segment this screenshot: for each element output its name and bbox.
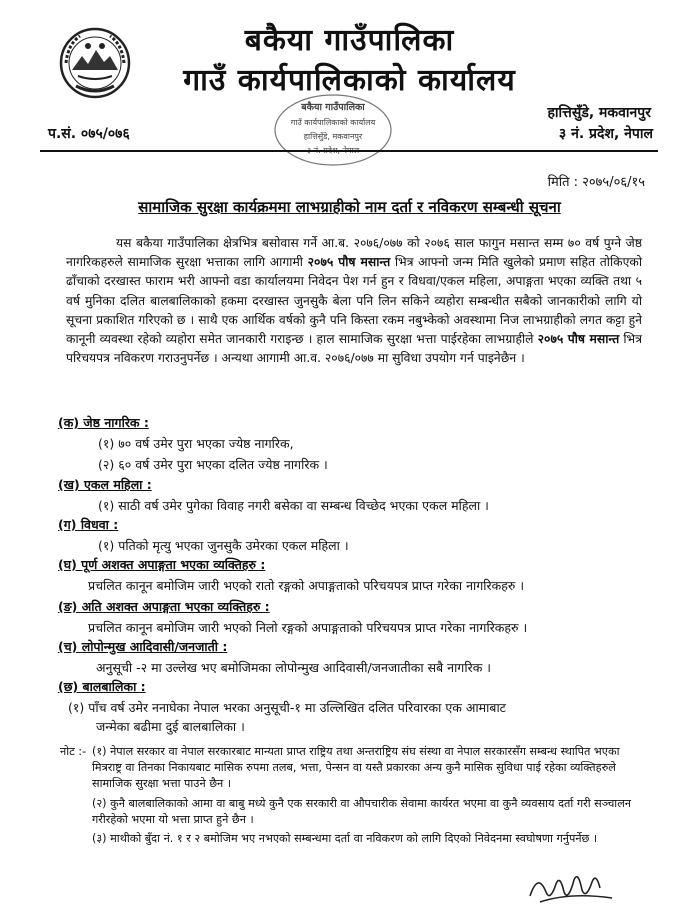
stamp-line-3: हात्तिसुँडे, मकवानपुर xyxy=(303,132,363,141)
office-title: गाउँ कार्यपालिकाको कार्यालय xyxy=(183,63,516,98)
section-heading-widow: (ग) विधवा : xyxy=(58,517,119,532)
body-text-e: भित्र परिचयपत्र नविकरण गराउनुपर्नेछ । अन्यथा आगामी आ.व. २०७६/०७७ मा सुविधा उपयोग गर्न पाइनेछैन । xyxy=(66,332,642,366)
notice-subject: सामाजिक सुरक्षा कार्यक्रममा लाभग्राहीको नाम दर्ता र नविकरण सम्बन्धी सूचना xyxy=(138,198,561,216)
section-heading-full-disability: (घ) पूर्ण अशक्त अपाङ्गता भएका व्यक्तिहरु : xyxy=(58,557,266,572)
stamp-line-2: गाउँ कार्यपालिकाको कार्यालय xyxy=(290,118,376,127)
list-item: प्रचलित कानून बमोजिम जारी भएको रातो रङ्गको अपाङ्गताको परिचयपत्र प्राप्त गरेका नागरिकहरु । xyxy=(88,578,525,593)
section-heading-single-women: (ख) एकल महिला : xyxy=(58,477,152,492)
deadline-highlight-2: २०७५ पौष मसान्त xyxy=(537,332,620,347)
note-item xyxy=(60,744,652,793)
note-text: (३) माथीको बुँदा नं. १ र २ बमोजिम भए नभएको सम्बन्धमा दर्ता वा नविकरण को लागि दिएको निवेदनमा स्वघोषणा गर्नुपर्नेछ । xyxy=(92,832,598,846)
list-item: (१) साठी वर्ष उमेर पुगेका विवाह नगरी बसेका वा सम्बन्ध विच्छेद भएका एकल महिला । xyxy=(98,498,489,513)
notice-body xyxy=(66,234,642,368)
list-item: अनुसूची -२ मा उल्लेख भए बमोजिमका लोपोन्मुख आदिवासी/जनजातीका सबै नागरिक । xyxy=(96,660,492,675)
note-item xyxy=(60,831,652,847)
section-heading-indigenous: (च) लोपोन्मुख आदिवासी/जनजाती : xyxy=(58,639,228,654)
stamp-line-4: ३ नं. प्रदेश, नेपाल xyxy=(306,146,360,155)
note-text: (१) नेपाल सरकार वा नेपाल सरकारबाट मान्यता प्राप्त राष्ट्रिय तथा अन्तराष्ट्रिय संघ संस्था वा नेपाल सरकारसँग सम्बन्ध स्थापित भएका मित्रराष्ट्र वा तिनका निकायबाट मासिक रुपमा तलब, भत्ता, पेन्सन वा यस्तै प्रकारका अन्य कुनै मासिक सुविधा पाई रहेका व्यक्तिहरुले सामाजिक सुरक्षा भत्ता पाउने छैन । xyxy=(92,745,620,791)
note-item xyxy=(60,796,652,828)
section-heading-severe-disability: (ङ) अति अशक्त अपाङ्गता भएका व्यक्तिहरु : xyxy=(58,599,270,614)
list-item: (१) ७० वर्ष उमेर पुरा भएका ज्येष्ठ नागरिक, xyxy=(98,436,294,451)
list-item: प्रचलित कानून बमोजिम जारी भएको निलो रङ्गको अपाङ्गताको परिचयपत्र प्राप्त गरेका नागरिकहरु । xyxy=(88,620,528,635)
notes-label: नोट :- xyxy=(60,745,87,758)
notes-block xyxy=(60,744,652,847)
list-item: (२) ६० वर्ष उमेर पुरा भएका दलित ज्येष्ठ नागरिक । xyxy=(98,457,328,472)
body-text-a: यस बकैया गाउँपालिका क्षेत्रभित्र बसोवास गर्ने आ.ब. २०७६/०७७ को २०७६ साल फागुन मसान्त सम्म ७० वर्ष पुग्ने जेष्ठ नागरिकहरुले सामाजिक सुरक्षा भत्ताका लागि आगामी xyxy=(66,236,642,270)
municipality-title: बकैया गाउँपालिका xyxy=(244,23,455,58)
note-text: (२) कुनै बालबालिकाको आमा वा बाबु मध्ये कुनै एक सरकारी वा औपचारीक सेवामा कार्यरत भएमा वा कुनै व्यवसाय दर्ता गरी सञ्चालन गरीरहेको भएमा यो भत्ता प्राप्त हुने छैन । xyxy=(92,796,631,826)
header-divider xyxy=(40,150,658,152)
section-heading-senior: (क) जेष्ठ नागरिक : xyxy=(58,415,149,430)
body-text-c: भित्र आफ्नो जन्म मिति खुलेको प्रमाण सहित तोकिएको ढाँचाको दरखास्त फाराम भरी आफ्नो वडा कार्यालयमा निवेदन पेश गर्न हुन र विधवा/एकल महिला, अपाङ्गता भएका व्यक्ति तथा ५ वर्ष मुनिका दलित बालबालिकाको हकमा दरखास्त जुनसुकै बेला पनि लिन सकिने व्यहोरा सम्बन्धीत सबैको जानकारीको लागि यो सूचना प्रकाशित गरिएको छ । साथै एक आर्थिक वर्षको कुनै पनि किस्ता रकम नबुभ्केको अवस्थामा निज लाभग्राहीको लगत कट्टा हुने कानूनी व्यवस्था रहेको व्यहोरा समेत जानकारी गराइन्छ । हाल सामाजिक सुरक्षा भत्ता पाईरहेका लाभग्राहीले xyxy=(66,255,643,347)
address-line-2: ३ नं. प्रदेश, नेपाल xyxy=(558,126,653,142)
deadline-highlight-1: २०७५ पौष मसान्त xyxy=(307,255,391,270)
notice-date: मिति : २०७५/०६/१५ xyxy=(547,175,645,190)
reference-number: प.सं. ०७५/०७६ xyxy=(48,126,130,142)
section-heading-children: (छ) बालबालिका : xyxy=(58,679,146,694)
list-item: जन्मेका बढीमा दुई बालबालिका । xyxy=(96,719,245,734)
signature xyxy=(520,862,630,910)
list-item: (१) पाँच वर्ष उमेर ननाघेका नेपाल भरका अनुसूची-१ मा उल्लिखित दलित परिवारका एक आमाबाट xyxy=(68,700,506,715)
list-item: (१) पतिको मृत्यु भएका जुनसुकै उमेरका एकल महिला । xyxy=(98,538,349,553)
address-line-1: हात्तिसुँडे, मकवानपुर xyxy=(547,105,651,121)
stamp-line-1: बकैया गाउँपालिका xyxy=(301,102,365,113)
office-stamp xyxy=(272,92,394,168)
